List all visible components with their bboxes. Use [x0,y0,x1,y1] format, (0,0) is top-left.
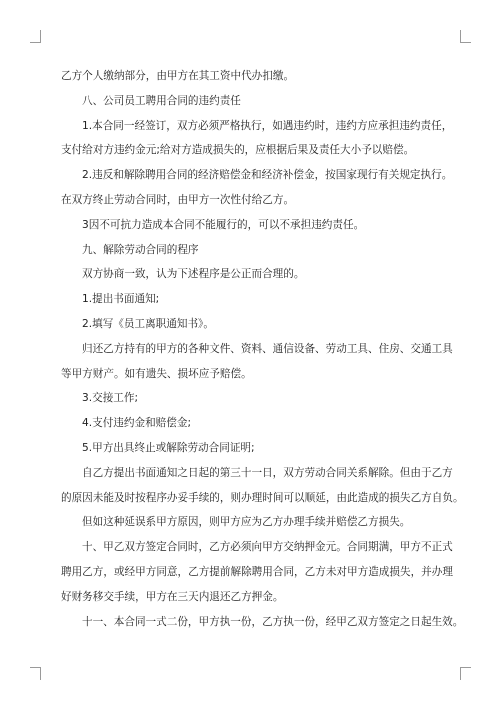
text-line: 等甲方财产。如有遗失、损坏应予赔偿。 [61,367,252,380]
text-line: 的原因未能及时按程序办妥手续的，则办理时间可以顺延，由此造成的损失乙方自负。 [61,491,464,504]
crop-mark-top-right [460,30,471,43]
text-line: 自乙方提出书面通知之日起的第三十一日，双方劳动合同关系解除。但由于乙方 [82,466,453,479]
text-line: 好财务移交手续，甲方在三天内退还乙方押金。 [61,590,284,603]
text-line: 九、解除劳动合同的程序 [82,243,199,256]
text-line: 但如这种延误系甲方原因，则甲方应为乙方办理手续并赔偿乙方损失。 [82,516,411,529]
text-line: 1.本合同一经签订，双方必须严格执行，如遇违约时，违约方应承担违约责任， [82,119,453,132]
text-line: 归还乙方持有的甲方的各种文件、资料、通信设备、劳动工具、住房、交通工具 [82,342,453,355]
text-line: 3因不可抗力造成本合同不能履行的，可以不承担违约责任。 [82,218,365,231]
text-line: 4.支付违约金和赔偿金; [82,417,192,430]
text-line: 在双方终止劳动合同时，由甲方一次性付给乙方。 [61,193,295,206]
text-line: 八、公司员工聘用合同的违约责任 [82,94,241,107]
crop-mark-bottom-left [30,667,41,680]
text-line: 支付给对方违约金元;给对方造成损失的，应根据后果及责任大小予以赔偿。 [61,144,415,157]
text-line: 3.交接工作; [82,392,139,405]
text-line: 聘用乙方，或经甲方同意，乙方提前解除聘用合同，乙方未对甲方造成损失，并办理 [61,565,453,578]
text-line: 2.填写《员工离职通知书》。 [82,317,214,330]
text-line: 2.违反和解除聘用合同的经济赔偿金和经济补偿金，按国家现行有关规定执行。 [82,169,453,182]
text-line: 乙方个人缴纳部分，由甲方在其工资中代办扣缴。 [61,70,295,82]
document-body [61,64,464,634]
crop-mark-bottom-right [460,667,471,680]
text-line: 十一、本合同一式二份，甲方执一份，乙方执一份，经甲乙双方签定之日起生效。 [82,615,464,628]
text-line: 双方协商一致，认为下述程序是公正而合理的。 [82,268,305,281]
text-line: 5.甲方出具终止或解除劳动合同证明; [82,441,255,454]
crop-mark-top-left [30,30,41,43]
text-line: 1.提出书面通知; [82,293,160,306]
text-line: 十、甲乙双方签定合同时，乙方必须向甲方交纳押金元。合同期满，甲方不正式 [82,541,453,554]
